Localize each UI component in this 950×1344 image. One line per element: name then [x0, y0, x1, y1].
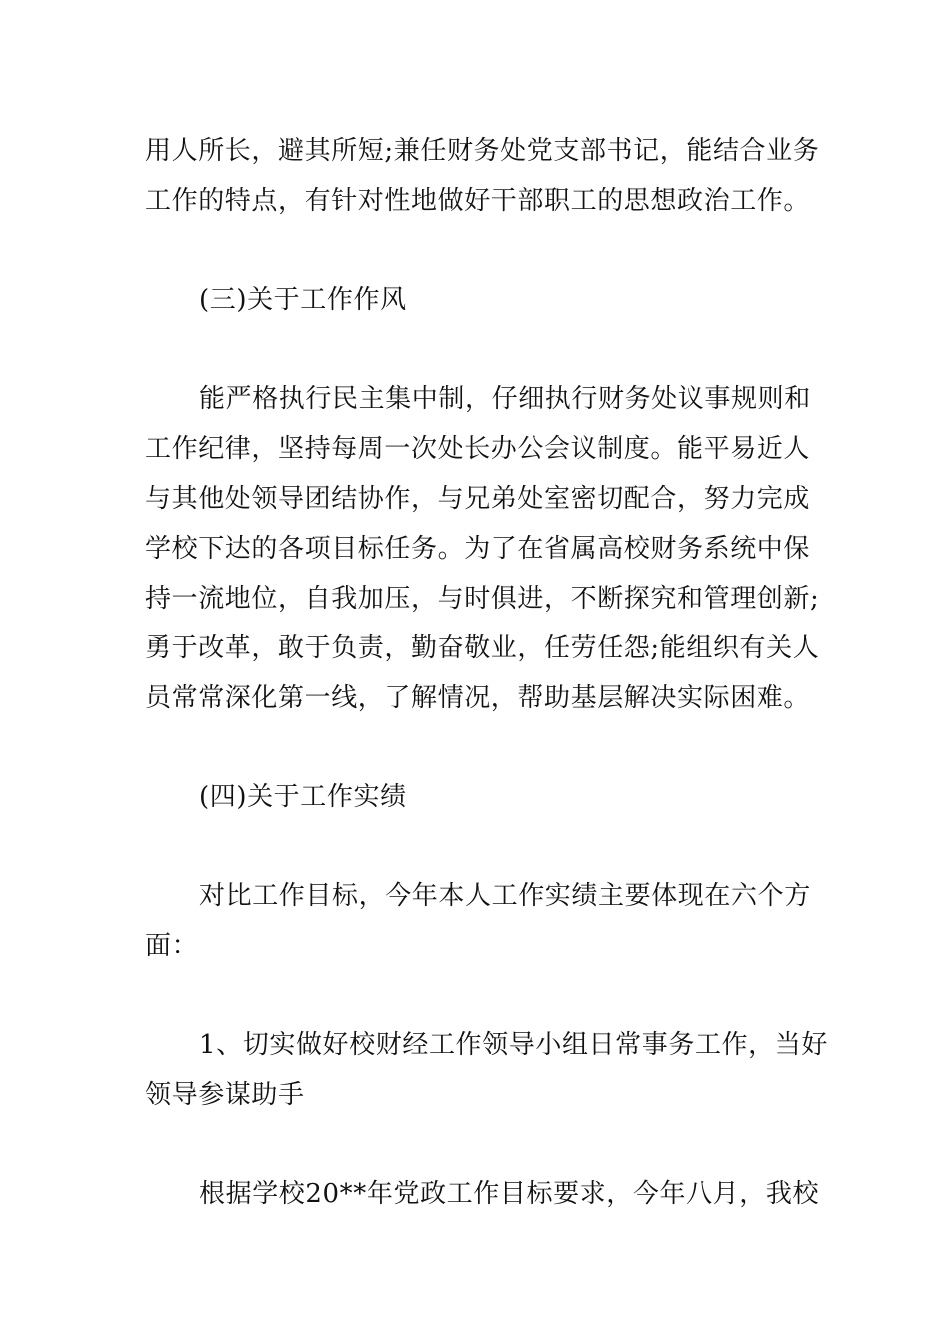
paragraph-line: 持一流地位，自我加压，与时俱进，不断探究和管理创新;: [145, 584, 820, 614]
paragraph-line: 根据学校20**年党政工作目标要求，今年八月，我校: [199, 1179, 820, 1209]
paragraph-line: 对比工作目标，今年本人工作实绩主要体现在六个方: [199, 881, 811, 911]
paragraph-line: 用人所长，避其所短;兼任财务处党支部书记，能结合业务: [145, 136, 820, 166]
paragraph-line: 工作的特点，有针对性地做好干部职工的思想政治工作。: [145, 186, 811, 216]
paragraph-line: 能严格执行民主集中制，仔细执行财务处议事规则和: [199, 384, 811, 414]
paragraph-line: 勇于改革，敢于负责，勤奋敬业，任劳任怨;能组织有关人: [145, 633, 820, 663]
paragraph-line: 学校下达的各项目标任务。为了在省属高校财务系统中保: [145, 534, 811, 564]
list-item-heading: 领导参谋助手: [145, 1080, 305, 1110]
paragraph-line: 面：: [145, 931, 199, 961]
paragraph-line: 与其他处领导团结协作，与兄弟处室密切配合，努力完成: [145, 484, 811, 514]
paragraph-line: 工作纪律，坚持每周一次处长办公会议制度。能平易近人: [145, 434, 811, 464]
section-heading: (四)关于工作实绩: [199, 782, 407, 812]
list-item-heading: 1、切实做好校财经工作领导小组日常事务工作，当好: [199, 1030, 828, 1060]
section-heading: (三)关于工作作风: [199, 285, 407, 315]
paragraph-line: 员常常深化第一线，了解情况，帮助基层解决实际困难。: [145, 683, 811, 713]
